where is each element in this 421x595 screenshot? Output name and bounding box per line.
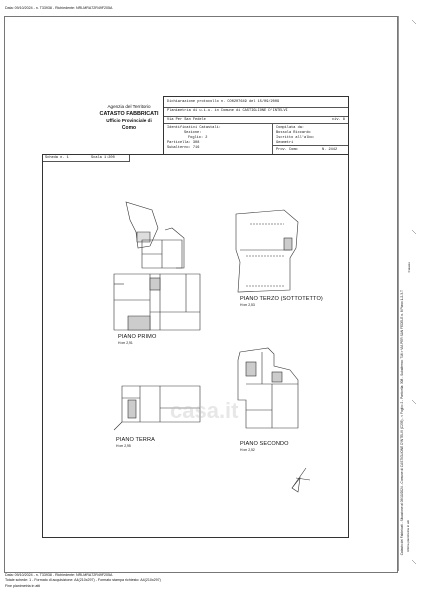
watermark-text: casa.it bbox=[170, 398, 239, 423]
agency-name: Agenzia del Territorio bbox=[107, 104, 151, 109]
floor-height-secondo: H=m 2,52 bbox=[240, 448, 255, 452]
footer bbox=[5, 573, 161, 588]
compiled-by-label: Compilata da: bbox=[276, 126, 305, 130]
address-line: Via Per San Fedele bbox=[167, 118, 206, 122]
footer-line-1: Data: 09/10/2024 - n. T33938 - Richiedente: NRLMRA72R49F205A bbox=[5, 573, 113, 577]
floor-title-secondo: PIANO SECONDO bbox=[240, 441, 289, 447]
registration-number: N. 2442 bbox=[322, 148, 338, 152]
side-catasto-mark: Catasto bbox=[407, 262, 411, 273]
agency-city: Como bbox=[121, 125, 137, 132]
agency-catasto: CATASTO FABBRICATI bbox=[99, 110, 159, 117]
floor-title-terzo: PIANO TERZO (SOTTOTETTO) bbox=[240, 296, 323, 302]
planimetry-line: Planimetria di u.i.u. in Comune di CASTIGLIONE D'INTELVI bbox=[167, 109, 288, 113]
floor-label-terzo bbox=[240, 296, 323, 307]
floor-label-secondo bbox=[240, 441, 289, 452]
watermark-logo bbox=[170, 398, 239, 424]
floor-label-primo bbox=[118, 334, 156, 345]
floor-height-primo: H=m 2,91 bbox=[118, 341, 133, 345]
floor-label-terra bbox=[116, 437, 155, 448]
civic-number: civ. 8 bbox=[332, 118, 345, 122]
side-strip-small-text: Ultima planimetria in atti bbox=[406, 520, 410, 553]
footer-line-3: Fine planimetria in atti bbox=[5, 583, 41, 588]
side-strip-main-text: Catasto dei Fabbricati - Situazione al 09/10/2024 - Comune di CASTIGLIONE D'INTELVI (C235) - < Foglio: 2 - Particella: 308 - Subalterno: 716 > VIA PER SAN FEDELE n. 8 Piano 1-2-3-T bbox=[400, 290, 404, 556]
footer-line-2: Totale schede: 1 - Formato di acquisizione: A4(210x297) - Formato stampa richiesto: A4(210x297) bbox=[5, 578, 161, 583]
header-request-info: Data: 09/10/2024 - n. T33938 - Richiedente: NRLMRA72R49F205A bbox=[5, 6, 113, 10]
floor-title-terra: PIANO TERRA bbox=[116, 437, 155, 443]
province-field: Prov. Como bbox=[276, 148, 298, 152]
compiler-name: Bossola Riccardo bbox=[276, 131, 311, 135]
role-field: Geometri bbox=[276, 141, 294, 145]
floor-title-primo: PIANO PRIMO bbox=[118, 334, 157, 340]
enrolled-label: Iscritto all'albo: bbox=[276, 136, 315, 140]
scale-label: Scala 1:200 bbox=[91, 155, 115, 160]
subalterno-field: Subalterno: 716 bbox=[167, 146, 200, 150]
catastal-ids-label: Identificativi Catastali: bbox=[167, 126, 221, 130]
scheda-number: Scheda n. 1 bbox=[45, 155, 69, 160]
section-field: Sezione: bbox=[184, 131, 202, 135]
floor-height-terra: H=m 2,95 bbox=[116, 444, 131, 448]
agency-office: Ufficio Provinciale di bbox=[106, 117, 152, 123]
declaration-line: Dichiarazione protocollo n. CO0207649 del 15/09/2009 bbox=[167, 100, 280, 104]
foglio-field: Foglio: 2 bbox=[188, 136, 208, 140]
floor-height-terzo: H=m 2,53 bbox=[240, 303, 255, 307]
particella-field: Particella: 308 bbox=[167, 141, 200, 145]
